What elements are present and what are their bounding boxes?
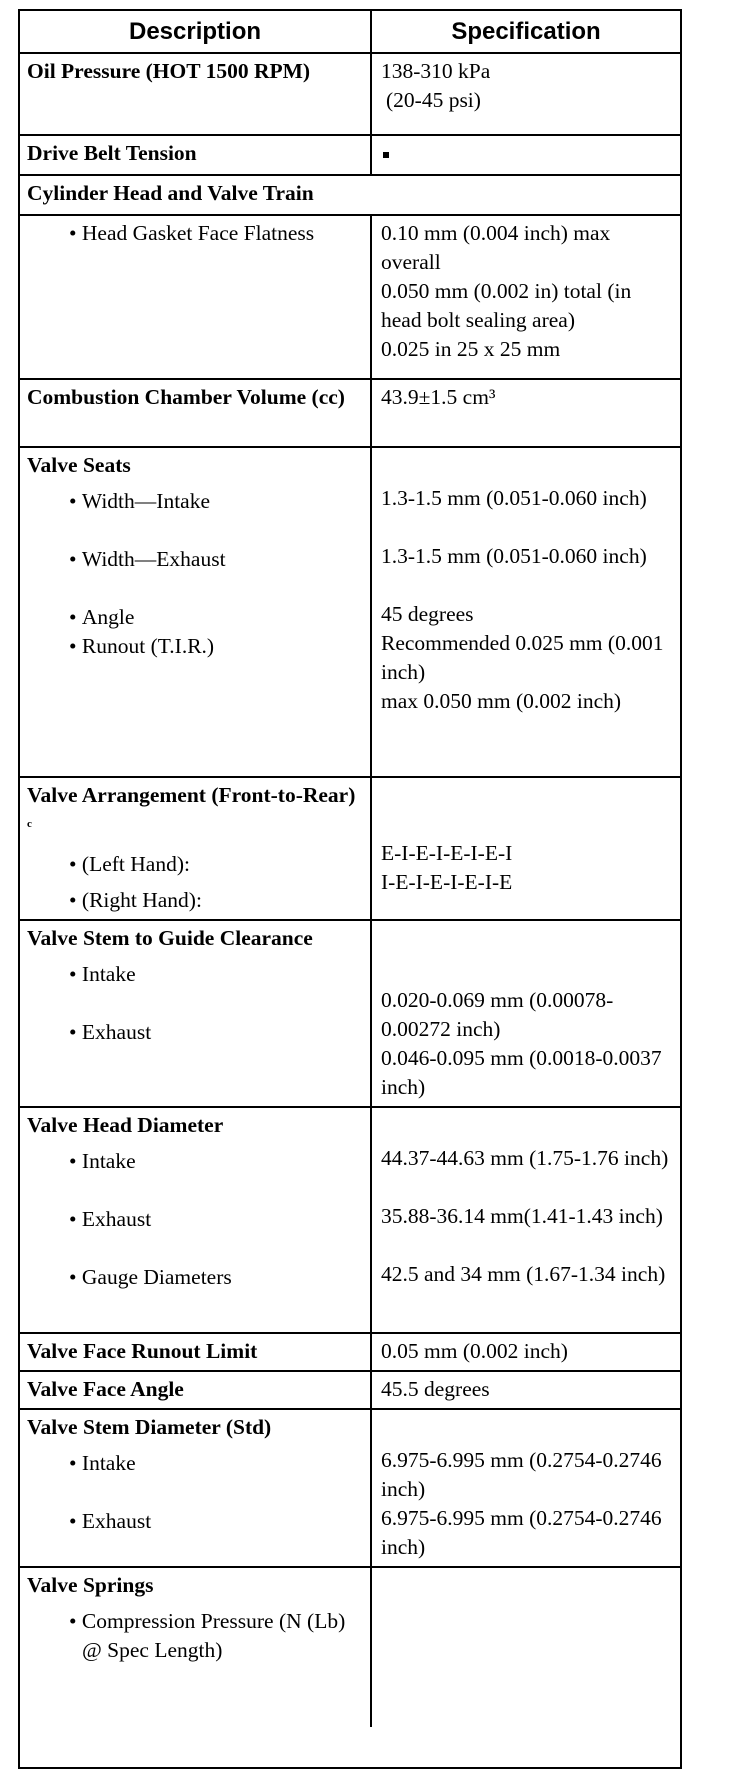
spec-table — [20, 11, 680, 1727]
oil-pressure-psi: (20-45 psi) — [386, 88, 481, 112]
table-row — [20, 1371, 680, 1409]
table-row — [20, 920, 680, 1107]
drive-belt-label: Drive Belt Tension — [20, 135, 371, 175]
drive-belt-spec — [371, 135, 680, 175]
square-bullet-icon — [383, 152, 389, 158]
valve-seats-label: Valve Seats • Width—Intake • Width—Exhaust • Angle • Runout (T.I.R.) — [20, 447, 371, 777]
valve-springs-spec — [371, 1567, 680, 1727]
head-diameter-label: Valve Head Diameter • Intake • Exhaust • Gauge Diameters — [20, 1107, 371, 1333]
table-row — [20, 1409, 680, 1567]
table-row — [20, 777, 680, 920]
specification-header: Specification — [371, 11, 680, 53]
stem-guide-label: Valve Stem to Guide Clearance • Intake • Exhaust — [20, 920, 371, 1107]
table-row — [20, 1333, 680, 1371]
table-row — [20, 447, 680, 777]
table-row — [20, 1567, 680, 1727]
combustion-chamber-label: Combustion Chamber Volume (cc) — [20, 379, 371, 447]
table-row — [20, 1107, 680, 1333]
combustion-chamber-spec: 43.9±1.5 cm³ — [371, 379, 680, 447]
face-angle-label: Valve Face Angle — [20, 1371, 371, 1409]
header-row — [20, 11, 680, 53]
description-header: Description — [20, 11, 371, 53]
table-row — [20, 53, 680, 135]
oil-pressure-spec — [371, 53, 680, 135]
stem-guide-spec: 0.020-0.069 mm (0.00078-0.00272 inch) 0.046-0.095 mm (0.0018-0.0037 inch) — [371, 920, 680, 1107]
table-row — [20, 215, 680, 379]
spec-table-frame — [18, 9, 682, 1769]
head-gasket-label: • Head Gasket Face Flatness — [20, 215, 371, 379]
cylinder-head-section: Cylinder Head and Valve Train — [20, 175, 680, 215]
valve-springs-label: Valve Springs • Compression Pressure (N (Lb) @ Spec Length) — [20, 1567, 371, 1727]
valve-arrangement-label: Valve Arrangement (Front-to-Rear) $^c$ • (Left Hand): • (Right Hand): — [20, 777, 371, 920]
face-angle-spec: 45.5 degrees — [371, 1371, 680, 1409]
head-diameter-spec: 44.37-44.63 mm (1.75-1.76 inch) 35.88-36.14 mm(1.41-1.43 inch) 42.5 and 34 mm (1.67-1.34 inch) — [371, 1107, 680, 1333]
table-row — [20, 135, 680, 175]
oil-pressure-kpa: 138-310 kPa — [381, 59, 491, 83]
stem-diameter-spec: 6.975-6.995 mm (0.2754-0.2746 inch) 6.975-6.995 mm (0.2754-0.2746 inch) — [371, 1409, 680, 1567]
head-gasket-spec: 0.10 mm (0.004 inch) max overall 0.050 mm (0.002 in) total (in head bolt sealing area) 0.025 in 25 x 25 mm — [371, 215, 680, 379]
footnote-marker: c — [27, 818, 32, 830]
stem-diameter-label: Valve Stem Diameter (Std) • Intake • Exhaust — [20, 1409, 371, 1567]
face-runout-spec: 0.05 mm (0.002 inch) — [371, 1333, 680, 1371]
table-row — [20, 175, 680, 215]
table-row — [20, 379, 680, 447]
valve-seats-spec: 1.3-1.5 mm (0.051-0.060 inch) 1.3-1.5 mm (0.051-0.060 inch) 45 degrees Recommended 0.025 mm (0.001 inch) max 0.050 mm (0.002 inch) — [371, 447, 680, 777]
valve-arrangement-spec: E-I-E-I-E-I-E-I I-E-I-E-I-E-I-E — [371, 777, 680, 920]
oil-pressure-label: Oil Pressure (HOT 1500 RPM) — [20, 53, 371, 135]
face-runout-label: Valve Face Runout Limit — [20, 1333, 371, 1371]
